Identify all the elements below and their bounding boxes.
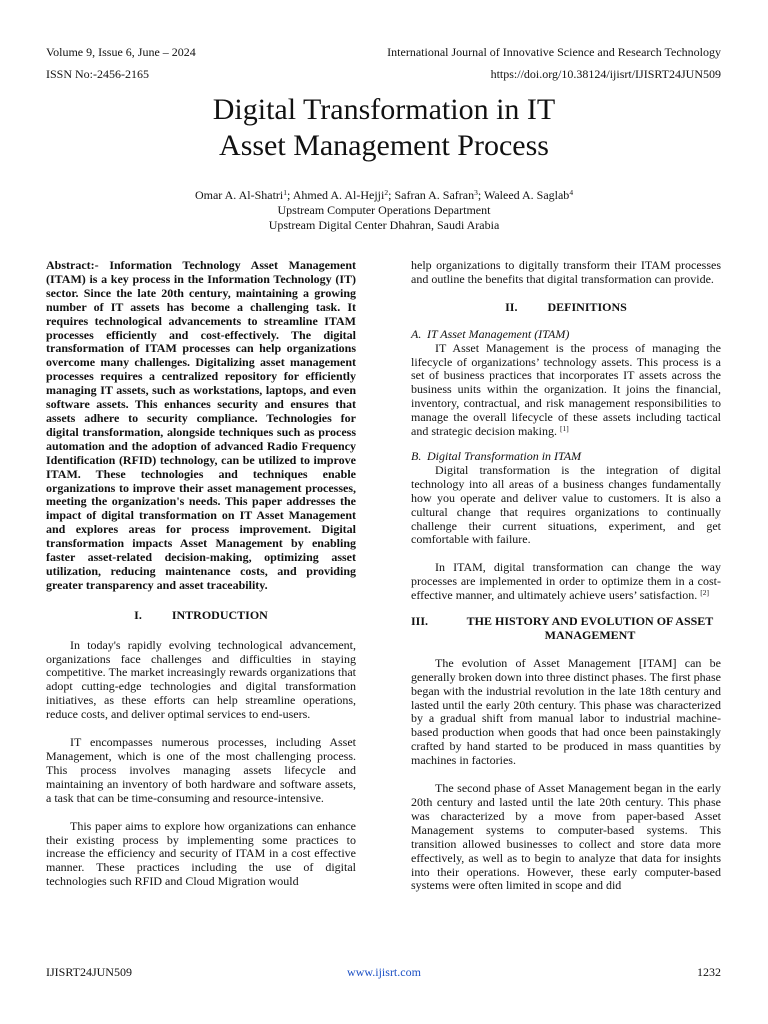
right-column [411,259,721,893]
author-2: Ahmed A. Al-Hejji [292,188,385,202]
author-separator: ; [388,188,395,202]
section-title: THE HISTORY AND EVOLUTION OF ASSET MANAGEMENT [466,614,714,642]
subsection-letter: B. [411,448,422,463]
footer-site [0,965,768,979]
issn: ISSN No:-2456-2165 [46,67,150,81]
journal-name: International Journal of Innovative Science and Research Technology [387,45,721,59]
author-4-mark: 4 [569,188,574,197]
section-title: DEFINITIONS [547,299,627,314]
author-3-mark: 3 [474,188,478,197]
affiliation-2: Upstream Digital Center Dhahran, Saudi Arabia [268,218,500,232]
left-column [46,259,356,889]
history-paragraph-1: The evolution of Asset Management [ITAM] can be generally broken down into three distinct phases. The first phase began with the industrial revolution in the late 18th century and lasted until the early 20th century. This phase was characterized by a gradual shift from manual labor to industrial machine-based production when goods that had once been painstakingly crafted by hand started to be produced in mass quantities by machines in factories. [411,655,721,768]
title-line-1: Digital Transformation in IT [212,93,556,126]
subsection-heading-digital-transformation [411,450,721,464]
definition-itam-paragraph [411,342,721,439]
subsection-title: IT Asset Management (ITAM) [427,326,570,341]
section-number: III. [411,614,429,629]
citation-2[interactable]: [2] [700,588,710,598]
section-number: II. [505,299,518,314]
subsection-heading-itam [411,328,721,342]
author-1-mark: 1 [283,188,288,197]
subsection-title: Digital Transformation in ITAM [427,448,582,463]
page-number: 1232 [697,965,721,979]
author-2-mark: 2 [384,188,389,197]
title-line-2: Asset Management Process [219,129,549,162]
history-paragraph-2: The second phase of Asset Management began in the early 20th century and lasted until the late 20th century. This phase was characterized by a move from paper-based Asset Management systems to computer-based systems. This transition allowed businesses to collect and store data more effectively, as well as to begin to analyze that data for insights into their operations. However, these early computer-based systems were often limited in scope and did [411,781,721,893]
author-1: Omar A. Al-Shatri [194,188,284,202]
section-title: INTRODUCTION [171,607,268,622]
abstract: Abstract:- Information Technology Asset Management (ITAM) is a key process in the Information Technology (IT) sector. Since the late 20th century, maintaining a growing number of IT assets has become a challenging task. It requires technological advancements to streamline ITAM processes efficiently and cost-effectively. The digital transformation of ITAM processes can help organizations overcome many challenges. Digitalizing asset management processes requires a centralized repository for efficiently managing IT assets, such as workstations, laptops, and even software assets. This enhances security and ensures that assets adhere to security compliance. Technologies for digital transformation, alongside techniques such as process automation and the adoption of advanced Radio Frequency Identification (RFID) technology, can be utilized to improve ITAM. These technologies and techniques enable organizations to improve their asset management processes, meeting the organization's needs. This paper addresses the impact of digital transformation on IT Asset Management and explores areas for process improvement. Digital transformation impacts Asset Management by enabling faster asset-related decision-making, optimizing asset utilization, reducing maintenance costs, and providing greater transparency and asset traceability. [46,258,356,592]
intro-paragraph-3-continued: help organizations to digitally transform their ITAM processes and outline the benefits that digital transformation can provide. [411,258,721,286]
section-number: I. [134,607,142,622]
citation-1[interactable]: [1] [559,424,569,434]
intro-paragraph-3: This paper aims to explore how organizations can enhance their existing process by implementing some practices to increase the efficiency and security of ITAM in a cost effective manner. These practices including the use of digital technologies such RFID and Cloud Migration would [46,818,356,889]
definition-dt-paragraph-2 [411,561,721,603]
paper-title [0,92,768,164]
definition-dt-paragraph-1: Digital transformation is the integration of digital technology into all areas of a business changes fundamentally how you operate and deliver value to customers. It is also a cultural change that requires organizations to continually challenge their current situations, experiment, and get comfortable with failure. [411,462,721,547]
author-list [0,188,768,203]
author-separator: ; [477,188,484,202]
author-3: Safran A. Safran [394,188,475,202]
paragraph-text: IT Asset Management is the process of managing the lifecycle of organizations’ technology assets. This process is a set of business practices that incorporates IT assets across the business units within the organization. It joins the financial, inventory, contractual, and risk management responsibilities to manage the overall lifecycle of these assets including tactical and strategic decision making. [411,340,721,439]
affiliation-1: Upstream Computer Operations Department [277,203,491,217]
section-heading-definitions [411,301,721,315]
author-block [0,188,768,233]
paragraph-text: In ITAM, digital transformation can change the way processes are implemented in order to optimize them in a cost-effective manner, and ultimately achieve users’ satisfaction. [411,560,721,603]
subsection-letter: A. [411,326,422,341]
author-separator: ; [287,188,293,202]
intro-paragraph-2: IT encompasses numerous processes, including Asset Management, which is one of the most challenging process. This process involves managing assets lifecycle and maintaining an inventory of both hardware and software assets, a task that can be time-consuming and resource-intensive. [46,735,356,805]
section-heading-introduction [46,609,356,623]
doi-link[interactable]: https://doi.org/10.38124/ijisrt/IJISRT24JUN509 [490,67,721,81]
footer-paper-code: IJISRT24JUN509 [46,965,132,979]
volume-info: Volume 9, Issue 6, June – 2024 [46,45,196,59]
footer-site-link[interactable]: www.ijisrt.com [347,965,421,979]
intro-paragraph-1: In today's rapidly evolving technological advancement, organizations face challenges and difficulties in staying competitive. The market increasingly rewards organizations that adopt cutting-edge technologies and digital transformation initiatives, as these efforts can help streamline operations, reduce costs, and deliver optimal services to end-users. [46,637,356,722]
section-heading-history [411,615,721,643]
author-4: Waleed A. Saglab [483,188,570,202]
